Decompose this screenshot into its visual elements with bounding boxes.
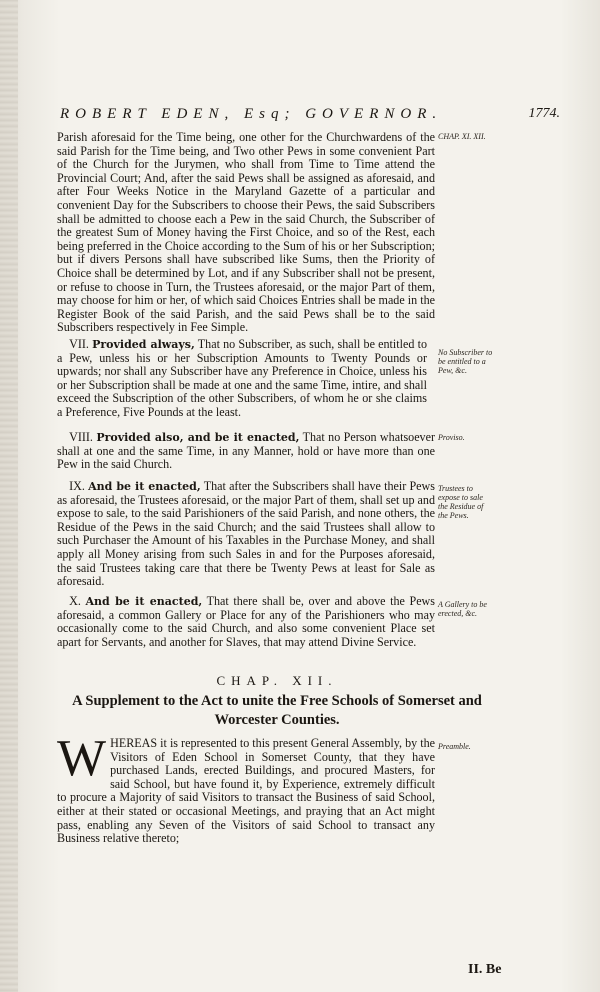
section-lead: And be it enacted, xyxy=(88,480,201,493)
binding-edge xyxy=(0,0,18,992)
sidenote-proviso: Proviso. xyxy=(438,433,465,442)
section-lead: Provided always, xyxy=(92,338,195,351)
preamble xyxy=(57,730,435,846)
section-10 xyxy=(57,595,435,649)
intro-text: Parish aforesaid for the Time being, one other for the Churchwardens of the said Parish for the Time being, and Two other Pews in some convenient Part of the Church for the Jurymen, who shall from Time to Time attend the Provincial Court; And, after the said Pews shall be assigned as aforesaid, and after Four Weeks Notice in the Maryland Gazette of a particular and convenient Day for the Subscribers to choose their Pews, the said Subscribers shall be admitted to choose each a Pew in the said Church, the Subscriber of the greatest Sum of Money having the First Choice, and so of the Rest, each being preferred in the Choice according to the Sum of his or her Subscription; but if divers Persons shall have subscribed like Sums, then the Priority of Choice shall be determined by Lot, and if any Subscriber shall not be present, or refuse to choose in Turn, the Trustees aforesaid, or the major Part of them, may choose for him or her, of which said Choices Entries shall be made in the Register Book of the said Parish, and the said Pews shall be to the said Subscribers respectively in Fee Simple. xyxy=(57,130,435,335)
chapter-heading: CHAP. XII. xyxy=(216,673,338,688)
catchword: II. Be xyxy=(468,962,502,977)
section-number: X. xyxy=(69,594,81,608)
section-7 xyxy=(57,338,427,420)
section-lead: Provided also, and be it enacted, xyxy=(96,431,300,444)
section-number: VII. xyxy=(69,337,89,351)
sidenote-preamble: Preamble. xyxy=(438,742,471,751)
sidenote-gallery: A Gallery to be erected, &c. xyxy=(438,600,487,618)
section-text: That there shall be, over and above the Pews aforesaid, a common Gallery or Place for any of the Parishioners who may occasionally come to the said Church, and also some convenient Place set apart for Servants, and another for Slaves, that may attend Divine Service. xyxy=(57,594,435,649)
section-text: That no Subscriber, as such, shall be entitled to a Pew, unless his or her Subscription Amounts to Twenty Pounds or upwards; nor shall any Subscriber have any Preference in Choice, unless his or her Subscription shall be made at one and the same Time, intire, and shall exceed the Subscription of the other Subscribers, of whom he or she claims a Preference, Five Pounds at the least. xyxy=(57,337,427,419)
chapter-title: A Supplement to the Act to unite the Free Schools of Somerset and Worcester Counties. xyxy=(72,693,482,728)
drop-capital: W xyxy=(57,730,107,787)
section-text: That no Person whatsoever shall at one and the same Time, in any Manner, hold or have more than one Pew in the said Church. xyxy=(57,430,436,472)
running-title: ROBERT EDEN, Esq; GOVERNOR. xyxy=(60,106,443,122)
sidenote-trustees: Trustees to expose to sale the Residue of the Pews. xyxy=(438,484,484,520)
paragraph-intro xyxy=(57,131,435,335)
sidenote-no-subscriber: No Subscriber to be entitled to a Pew, &c. xyxy=(438,348,493,375)
page-year: 1774. xyxy=(528,106,560,121)
sidenote-chap: CHAP. XI. XII. xyxy=(438,132,486,141)
section-number: IX. xyxy=(69,479,85,493)
running-header xyxy=(60,106,560,128)
section-9 xyxy=(57,480,435,589)
section-text: That after the Subscribers shall have their Pews as aforesaid, the Trustees aforesaid, or the major Part of them, shall set up and expose to sale, to the said Parishioners of the said Parish, and none others, the Residue of the Pews in the said Church; and the said Trustees shall allow to such Purchaser the Amount of his Taxables in the Purchase Money, and shall apply all Money arising from such Sales in and for the Purposes aforesaid, the said Trustees taking care that there be Twenty Pews at least for Sale as aforesaid. xyxy=(57,479,435,589)
section-8 xyxy=(57,431,435,472)
section-number: VIII. xyxy=(69,430,93,444)
preamble-text: HEREAS it is represented to this present General Assembly, by the Visitors of Eden School in Somerset County, that they have purchased Lands, erected Buildings, and procured Masters, for said School, but have found it, by Experience, extremely difficult to procure a Majority of said Visitors to transact the Business of said School, either at their stated or occasional Meetings, and praying that an Act might pass, enabling any Seven of the Visitors of said School to transact any Business relative thereto; xyxy=(57,736,435,846)
section-lead: And be it enacted, xyxy=(85,595,203,608)
